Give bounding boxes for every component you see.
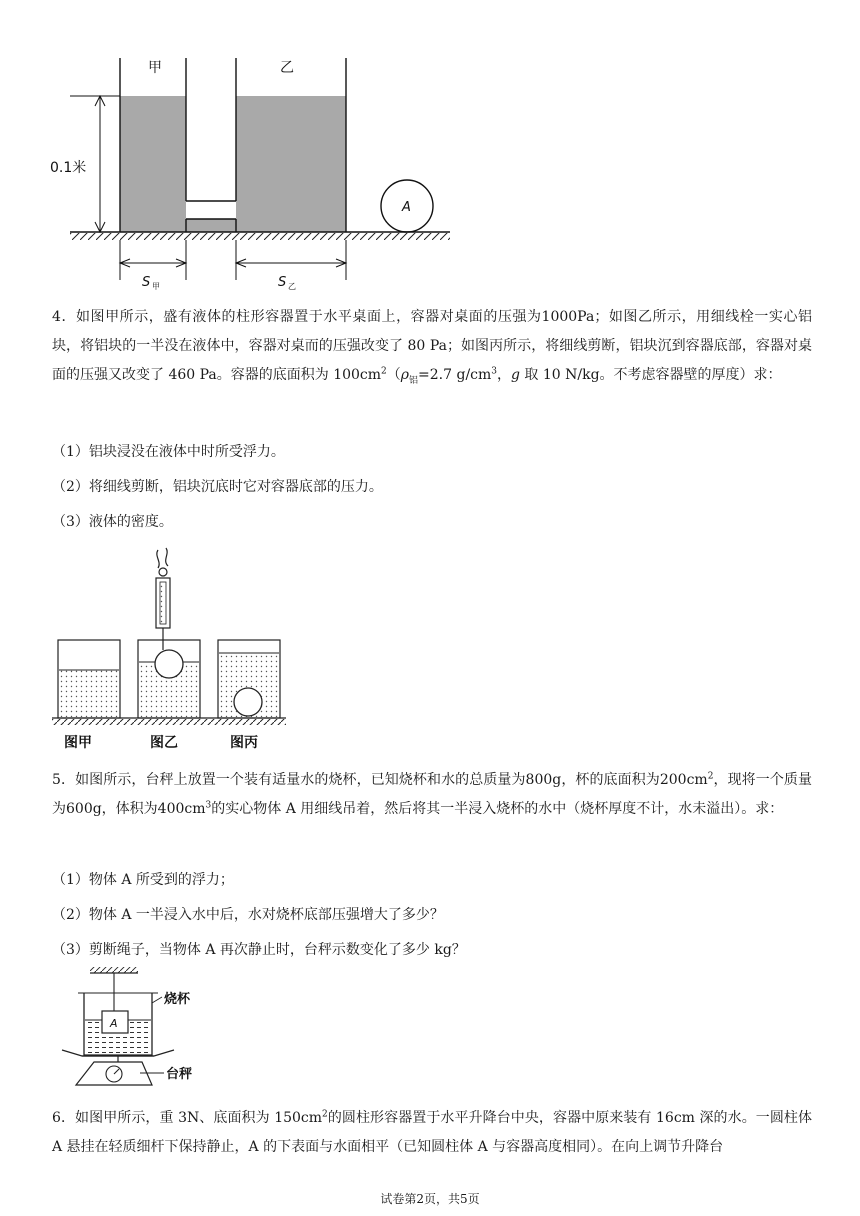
fig-label-jia: 图甲 — [64, 735, 92, 751]
figure-three-containers — [50, 540, 290, 755]
s-jia-label: S — [142, 275, 151, 290]
label-yi: 乙 — [280, 60, 294, 76]
page-footer: 试卷第2页，共5页 — [380, 1192, 480, 1206]
question-4-sub-3: （3）液体的密度。 — [52, 514, 173, 530]
question-5-sub-2: （2）物体 A 一半浸入水中后，水对烧杯底部压强增大了多少？ — [52, 907, 444, 923]
question-4-text: 4．如图甲所示，盛有液体的柱形容器置于水平桌面上，容器对桌面的压强为1000Pa；如图乙所示，用细线栓一实心铝块，将铝块的一半没在液体中，容器对桌而的压强改变了 80 Pa；如图丙所示，将细线剪断，铝块沉到容器底部，容器对桌面的压强又改变了 460 Pa。容器的底面积为 $100cm^2(\rho_铝=2.7$ $g/cm^3$，g 取 10 N/kg。不考虑容器壁的厚度）求： — [52, 309, 812, 386]
question-5-text: 5．如图所示，台秤上放置一个装有适量水的烧杯，已知烧杯和水的总质量为800g，杯的底面积为$200cm^2$，现将一个质量为600g，体积为$400cm^3$的实心物体 A 用细线吊着，然后将其一半浸入烧杯的水中（烧杯厚度不计，水未溢出）。求： — [52, 771, 812, 817]
object-a-label: A — [110, 1017, 118, 1030]
figure-beaker-scale — [60, 965, 220, 1090]
label-beaker: 烧杯 — [164, 992, 191, 1007]
question-4-sub-1: （1）铝块浸没在液体中时所受浮力。 — [52, 444, 285, 460]
s-yi-sub: 乙 — [288, 282, 296, 291]
s-yi-label: S — [278, 275, 287, 290]
question-5-sub-1: （1）物体 A 所受到的浮力； — [52, 872, 234, 888]
question-4-sub-2: （2）将细线剪断，铝块沉底时它对容器底部的压力。 — [52, 479, 383, 495]
label-jia: 甲 — [148, 60, 162, 76]
height-label: 0.1米 — [50, 160, 87, 176]
label-scale: 台秤 — [166, 1067, 193, 1082]
fig-label-bing: 图丙 — [230, 735, 258, 751]
s-jia-sub: 甲 — [152, 282, 160, 291]
question-6-text: 6．如图甲所示，重 3N、底面积为 $150cm^2$的圆柱形容器置于水平升降台中央，容器中原来装有 16cm 深的水。一圆柱体 A 悬挂在轻质细杆下保持静止，A 的下表面与水面相平（已知圆柱体 A 与容器高度相同）。在向上调节升降台 — [52, 1109, 812, 1155]
question-5-sub-3: （3）剪断绳子，当物体 A 再次静止时，台秤示数变化了多少 kg？ — [52, 942, 466, 958]
fig-label-yi: 图乙 — [150, 735, 178, 751]
figure-containers-jia-yi — [40, 48, 460, 298]
sphere-label: A — [402, 200, 411, 215]
